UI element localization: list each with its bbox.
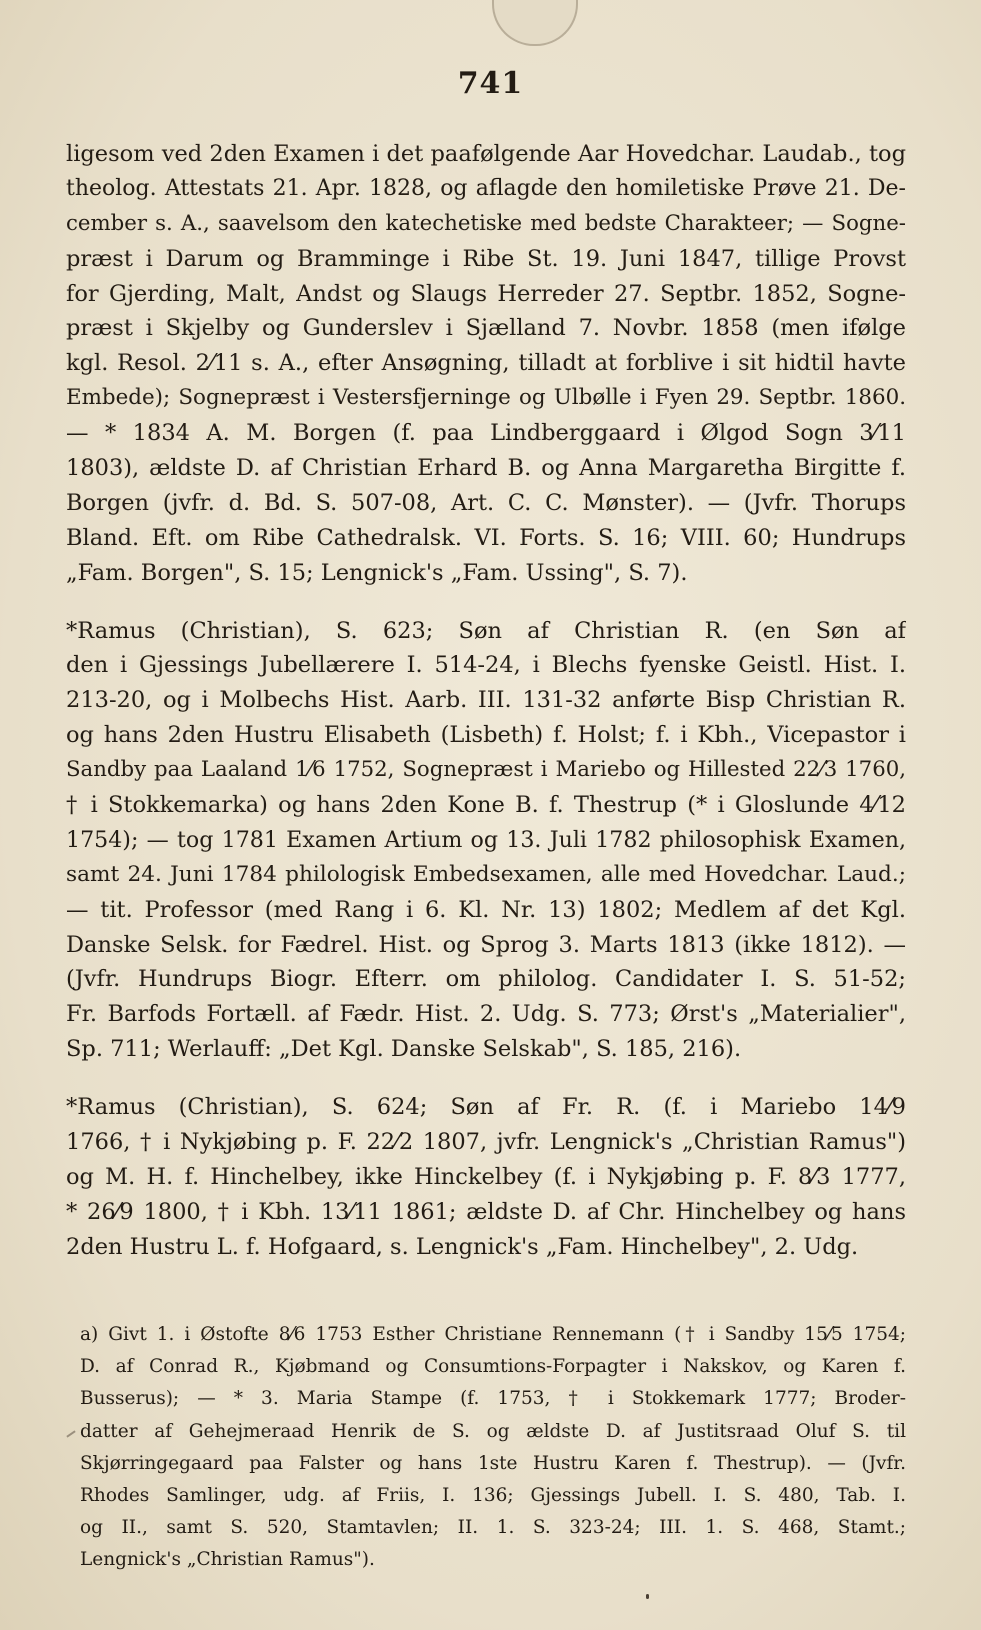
footnote-line: Skjørringegaard paa Falster og hans 1ste Hustru Karen f. Thestrup). — (Jvfr.: [80, 1452, 906, 1474]
text-line: 213-20, og i Molbechs Hist. Aarb. III. 131-32 anførte Bisp Christian R.: [66, 687, 906, 714]
footnote-line: a) Givt 1. i Østofte 8⁄6 1753 Esther Christiane Rennemann († i Sandby 15⁄5 1754;: [80, 1324, 906, 1345]
text-line: Danske Selsk. for Fædrel. Hist. og Sprog 3. Marts 1813 (ikke 1812). —: [66, 931, 906, 958]
text-line: samt 24. Juni 1784 philologisk Embedsexamen, alle med Hovedchar. Laud.;: [66, 861, 906, 887]
text-line: Fr. Barfods Fortæll. af Fædr. Hist. 2. Udg. S. 773; Ørst's „Materialier",: [66, 1001, 906, 1028]
footnote-line: Busserus); — * 3. Maria Stampe (f. 1753, † i Stokkemark 1777; Broder-: [80, 1388, 906, 1410]
text-line: 1754); — tog 1781 Examen Artium og 13. Juli 1782 philosophisk Examen,: [66, 826, 906, 853]
text-line: Borgen (jvfr. d. Bd. S. 507-08, Art. C. C. Mønster). — (Jvfr. Thorups: [66, 489, 906, 516]
text-line: og M. H. f. Hinchelbey, ikke Hinckelbey (f. i Nykjøbing p. F. 8⁄3 1777,: [66, 1163, 906, 1190]
text-line: ligesom ved 2den Examen i det paafølgende Aar Hovedchar. Laudab., tog: [66, 141, 906, 167]
entry-gap: [66, 1067, 906, 1090]
footnote-line: Lengnick's „Christian Ramus").: [80, 1549, 375, 1571]
text-line: 1766, † i Nykjøbing p. F. 22⁄2 1807, jvfr. Lengnick's „Christian Ramus"): [66, 1129, 906, 1156]
text-line: † i Stokkemarka) og hans 2den Kone B. f. Thestrup (* i Gloslunde 4⁄12: [66, 792, 906, 819]
text-line: kgl. Resol. 2⁄11 s. A., efter Ansøgning, tilladt at forblive i sit hidtil havte: [66, 350, 906, 377]
footnote-line: datter af Gehejmeraad Henrik de S. og ældste D. af Justitsraad Oluf S. til: [80, 1420, 906, 1442]
text-line: 2den Hustru L. f. Hofgaard, s. Lengnick's „Fam. Hinchelbey", 2. Udg.: [66, 1233, 859, 1260]
text-line: Sandby paa Laaland 1⁄6 1752, Sognepræst i Mariebo og Hillested 22⁄3 1760,: [66, 757, 906, 783]
text-line: Sp. 711; Werlauff: „Det Kgl. Danske Selskab", S. 185, 216).: [66, 1036, 742, 1063]
text-line: for Gjerding, Malt, Andst og Slaugs Herreder 27. Septbr. 1852, Sogne-: [66, 280, 906, 307]
main-text: [66, 137, 906, 1265]
text-line: præst i Darum og Bramminge i Ribe St. 19. Juni 1847, tillige Provst: [66, 245, 906, 272]
footnote-line: og II., samt S. 520, Stamtavlen; II. 1. S. 323-24; III. 1. S. 468, Stamt.;: [80, 1517, 906, 1539]
page-tab-mark: [492, 0, 578, 46]
text-line: „Fam. Borgen", S. 15; Lengnick's „Fam. Ussing", S. 7).: [66, 559, 688, 586]
text-line: 1803), ældste D. af Christian Erhard B. og Anna Margaretha Birgitte f.: [66, 455, 906, 482]
text-line: * 26⁄9 1800, † i Kbh. 13⁄11 1861; ældste D. af Chr. Hinchelbey og hans: [66, 1198, 906, 1225]
page-number: 741: [457, 66, 524, 101]
entry-heading-line: *Ramus (Christian), S. 624; Søn af Fr. R. (f. i Mariebo 14⁄9: [66, 1094, 906, 1121]
text-line: præst i Skjelby og Gunderslev i Sjælland 7. Novbr. 1858 (men ifølge: [66, 315, 906, 342]
text-line: Embede); Sognepræst i Vestersfjerninge og Ulbølle i Fyen 29. Septbr. 1860.: [66, 385, 906, 411]
ink-speck: [646, 1594, 649, 1599]
text-line: Bland. Eft. om Ribe Cathedralsk. VI. Forts. S. 16; VIII. 60; Hundrups: [66, 524, 906, 551]
footnote-line: Rhodes Samlinger, udg. af Friis, I. 136; Gjessings Jubell. I. S. 480, Tab. I.: [80, 1484, 906, 1506]
footnotes: [80, 1319, 906, 1577]
text-line: cember s. A., saavelsom den katechetiske med bedste Charakteer; — Sogne-: [66, 210, 906, 236]
text-line: den i Gjessings Jubellærere I. 514-24, i Blechs fyenske Geistl. Hist. I.: [66, 652, 906, 679]
text-line: theolog. Attestats 21. Apr. 1828, og aflagde den homiletiske Prøve 21. De-: [66, 175, 906, 201]
text-line: og hans 2den Hustru Elisabeth (Lisbeth) f. Holst; f. i Kbh., Vicepastor i: [66, 722, 906, 749]
footnote-line: D. af Conrad R., Kjøbmand og Consumtions-Forpagter i Nakskov, og Karen f.: [80, 1356, 906, 1378]
entry-gap: [66, 591, 906, 614]
margin-pencil-mark: [66, 1430, 75, 1437]
text-line: — tit. Professor (med Rang i 6. Kl. Nr. 13) 1802; Medlem af det Kgl.: [66, 896, 906, 923]
text-line: — * 1834 A. M. Borgen (f. paa Lindberggaard i Ølgod Sogn 3⁄11: [66, 420, 906, 447]
text-line: (Jvfr. Hundrups Biogr. Efterr. om philolog. Candidater I. S. 51-52;: [66, 966, 906, 993]
entry-heading-line: *Ramus (Christian), S. 623; Søn af Christian R. (en Søn af: [66, 617, 906, 644]
